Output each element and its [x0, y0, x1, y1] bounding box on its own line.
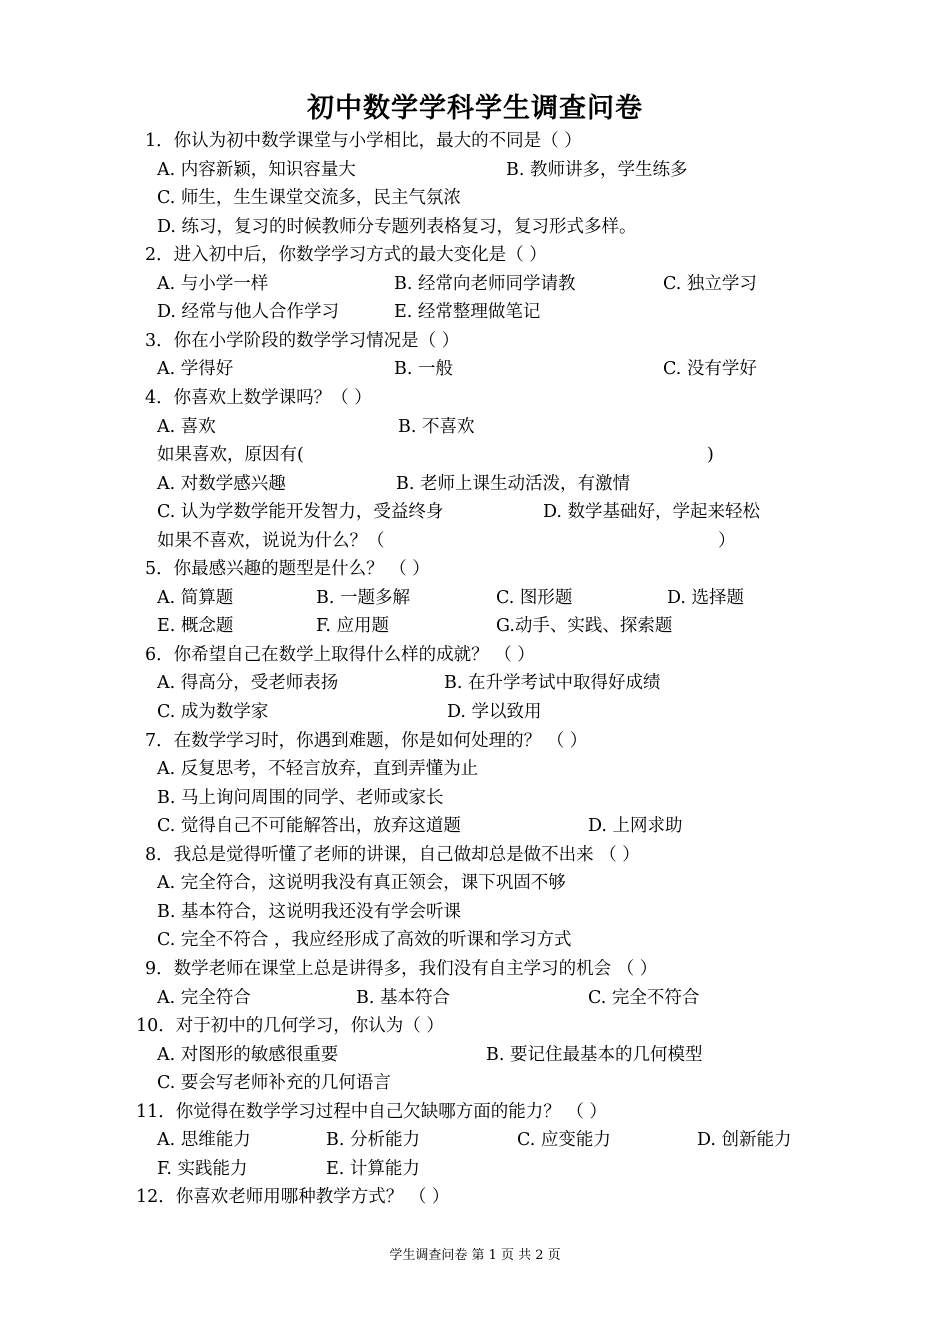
survey-line: C. 没有学好: [663, 359, 757, 380]
survey-line: D. 学以致用: [447, 702, 542, 722]
survey-line: A. 喜欢: [157, 416, 216, 437]
survey-line: C. 师生，生生课堂交流多，民主气氛浓: [157, 188, 461, 209]
survey-line: 2．进入初中后，你数学学习方式的最大变化是（ ）: [145, 245, 547, 266]
survey-line: C. 图形题: [496, 587, 573, 608]
survey-line: F. 应用题: [316, 616, 390, 637]
survey-line: 如果不喜欢，说说为什么？（: [157, 530, 385, 551]
survey-line: A. 内容新颖，知识容量大: [157, 159, 356, 180]
survey-line: 10．对于初中的几何学习，你认为（ ）: [136, 1016, 444, 1037]
survey-line: G.动手、实践、探索题: [496, 616, 673, 637]
survey-line: A. 与小学一样: [157, 273, 269, 294]
survey-line: A. 完全符合: [157, 987, 251, 1008]
survey-line: B. 分析能力: [326, 1130, 420, 1151]
survey-line: B. 基本符合: [356, 987, 450, 1008]
survey-line: 1．你认为初中数学课堂与小学相比，最大的不同是（ ）: [145, 131, 582, 151]
survey-line: B. 经常向老师同学请教: [394, 273, 576, 294]
survey-line: B. 一般: [394, 359, 453, 380]
survey-line: 7．在数学学习时，你遇到难题，你是如何处理的？ （ ）: [145, 730, 588, 751]
survey-line: 8．我总是觉得听懂了老师的讲课，自己做却总是做不出来 （ ）: [145, 844, 640, 865]
survey-line: A. 反复思考，不轻言放弃，直到弄懂为止: [157, 759, 479, 780]
survey-line: 3．你在小学阶段的数学学习情况是（ ）: [145, 330, 460, 351]
survey-line: A. 对数学感兴趣: [157, 473, 286, 494]
survey-line: C. 成为数学家: [157, 702, 269, 722]
document-title: 初中数学学科学生调查问卷: [307, 93, 643, 124]
survey-line: ）: [718, 530, 736, 551]
survey-line: B. 老师上课生动活泼，有激情: [396, 473, 630, 494]
survey-line: C. 要会写老师补充的几何语言: [157, 1073, 391, 1094]
survey-line: 6．你希望自己在数学上取得什么样的成就？ （ ）: [145, 644, 535, 665]
survey-line: C. 完全不符合: [588, 987, 700, 1008]
survey-line: 4．你喜欢上数学课吗？（ ）: [145, 387, 372, 408]
survey-line: D. 选择题: [667, 587, 745, 608]
page-footer: 学生调查问卷 第 1 页 共 2 页: [389, 1248, 561, 1263]
survey-line: D. 创新能力: [697, 1130, 792, 1151]
survey-line: B. 一题多解: [316, 587, 410, 608]
survey-line: B. 基本符合，这说明我还没有学会听课: [157, 901, 461, 922]
survey-line: D. 数学基础好，学起来轻松: [543, 502, 761, 523]
survey-line: B. 不喜欢: [398, 416, 475, 437]
survey-line: A. 思维能力: [157, 1130, 251, 1151]
survey-line: B. 在升学考试中取得好成绩: [444, 673, 661, 694]
survey-line: C. 完全不符合 ，我应经形成了高效的听课和学习方式: [157, 930, 572, 951]
survey-line: A. 简算题: [157, 587, 234, 608]
survey-line: 11．你觉得在数学学习过程中自己欠缺哪方面的能力？ （ ）: [136, 1101, 607, 1122]
survey-line: A. 得高分，受老师表扬: [157, 673, 339, 694]
survey-line: C. 应变能力: [517, 1130, 611, 1151]
survey-line: 如果喜欢，原因有(: [157, 445, 304, 466]
survey-line: C. 觉得自己不可能解答出，放弃这道题: [157, 816, 461, 837]
survey-line: A. 学得好: [157, 359, 234, 380]
survey-line: E. 计算能力: [326, 1158, 420, 1179]
survey-line: D. 练习，复习的时候教师分专题列表格复习，复习形式多样。: [157, 216, 637, 237]
survey-line: ): [707, 445, 714, 466]
survey-line: B. 教师讲多，学生练多: [506, 159, 688, 180]
survey-line: C. 认为学数学能开发智力，受益终身: [157, 502, 444, 523]
survey-line: B. 要记住最基本的几何模型: [486, 1044, 703, 1065]
survey-line: E. 概念题: [157, 616, 234, 637]
survey-line: A. 对图形的敏感很重要: [157, 1044, 339, 1065]
survey-line: 9．数学老师在课堂上总是讲得多，我们没有自主学习的机会 （ ）: [145, 958, 658, 979]
survey-line: 5．你最感兴趣的题型是什么？ （ ）: [145, 559, 430, 580]
survey-line: A. 完全符合，这说明我没有真正领会，课下巩固不够: [157, 873, 566, 894]
survey-line: F. 实践能力: [157, 1158, 248, 1179]
survey-line: D. 上网求助: [588, 816, 683, 837]
survey-line: 12．你喜欢老师用哪种教学方式？ （ ）: [136, 1187, 450, 1208]
survey-line: E. 经常整理做笔记: [394, 302, 541, 323]
survey-line: C. 独立学习: [663, 273, 757, 294]
survey-line: D. 经常与他人合作学习: [157, 302, 340, 323]
survey-line: B. 马上询问周围的同学、老师或家长: [157, 787, 444, 808]
